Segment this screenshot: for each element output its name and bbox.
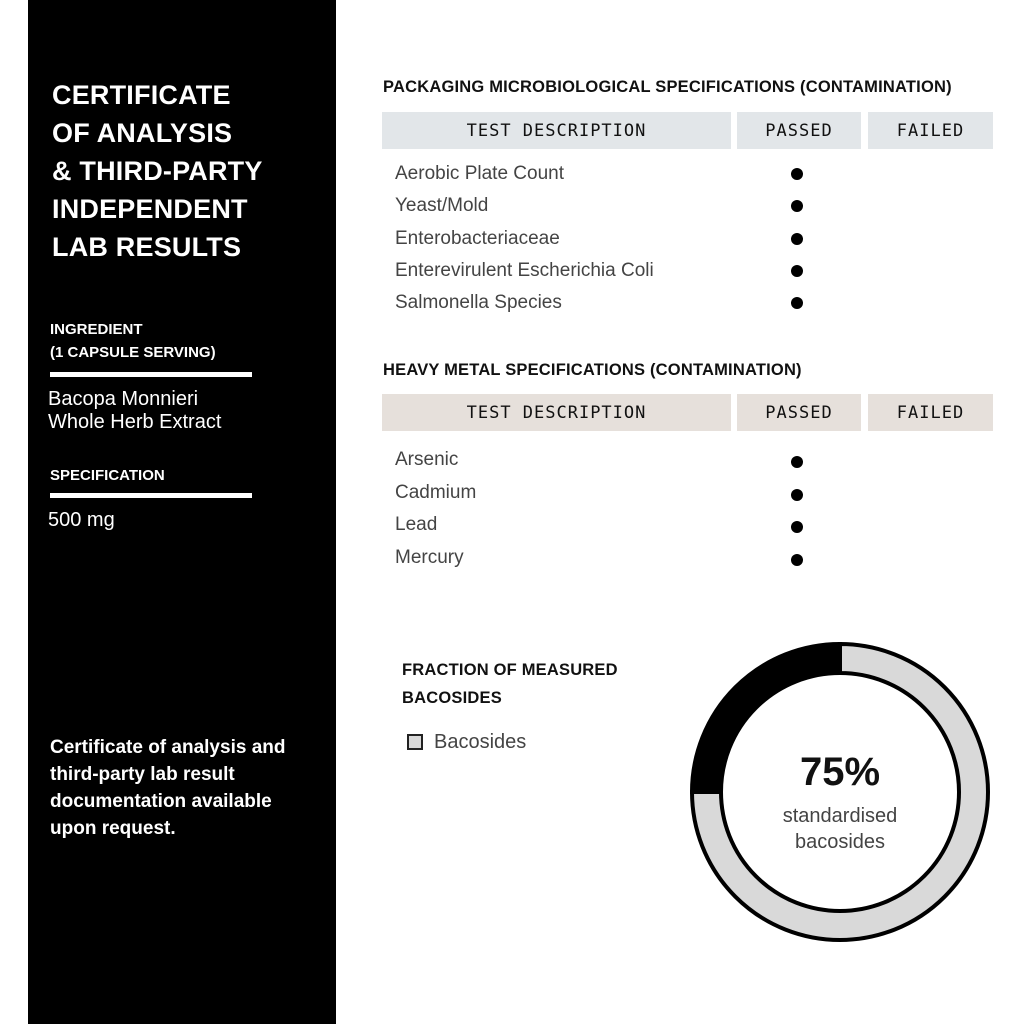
ingredient-value: Bacopa Monnieri Whole Herb Extract [48, 388, 222, 433]
microbio-result-dot [791, 297, 803, 309]
metals-row-label: Cadmium [395, 481, 477, 503]
microbio-row-label: Enterevirulent Escherichia Coli [395, 259, 654, 281]
specification-label: SPECIFICATION [50, 467, 165, 484]
metals-result-dot [791, 554, 803, 566]
page-title: CERTIFICATE OF ANALYSIS & THIRD-PARTY INDEPENDENT LAB RESULTS [52, 80, 263, 262]
metals-section-title: HEAVY METAL SPECIFICATIONS (CONTAMINATION) [383, 361, 802, 379]
metals-row-label: Mercury [395, 546, 464, 568]
microbio-result-dot [791, 168, 803, 180]
microbio-header-test: TEST DESCRIPTION [382, 112, 731, 149]
microbio-section-title: PACKAGING MICROBIOLOGICAL SPECIFICATIONS (CONTAMINATION) [383, 78, 952, 96]
metals-row-label: Arsenic [395, 449, 459, 470]
metals-result-dot [791, 521, 803, 533]
microbio-row-label: Aerobic Plate Count [395, 163, 564, 184]
documentation-note: Certificate of analysis and third-party lab result documentation available upon request. [50, 737, 286, 839]
microbio-result-dot [791, 200, 803, 212]
metals-header-failed: FAILED [868, 394, 993, 431]
microbio-row-label: Yeast/Mold [395, 195, 489, 217]
metals-header-test: TEST DESCRIPTION [382, 394, 731, 431]
microbio-row-label: Salmonella Species [395, 292, 562, 314]
ingredient-label: INGREDIENT (1 CAPSULE SERVING) [50, 321, 216, 361]
microbio-header-failed: FAILED [868, 112, 993, 149]
legend-swatch [407, 734, 423, 750]
microbio-row-label: Enterobacteriaceae [395, 227, 560, 249]
specification-divider [50, 493, 252, 498]
metals-result-dot [791, 489, 803, 501]
metals-result-dot [791, 456, 803, 468]
microbio-result-dot [791, 233, 803, 245]
donut-caption: standardised bacosides [782, 805, 898, 853]
legend-label: Bacosides [434, 731, 527, 753]
metals-row-label: Lead [395, 514, 438, 535]
fraction-title: FRACTION OF MEASURED BACOSIDES [402, 661, 618, 707]
specification-value: 500 mg [48, 509, 115, 531]
microbio-result-dot [791, 265, 803, 277]
microbio-header-passed: PASSED [737, 112, 861, 149]
ingredient-divider [50, 372, 252, 377]
donut-percentage: 75% [799, 750, 881, 794]
metals-header-passed: PASSED [737, 394, 861, 431]
